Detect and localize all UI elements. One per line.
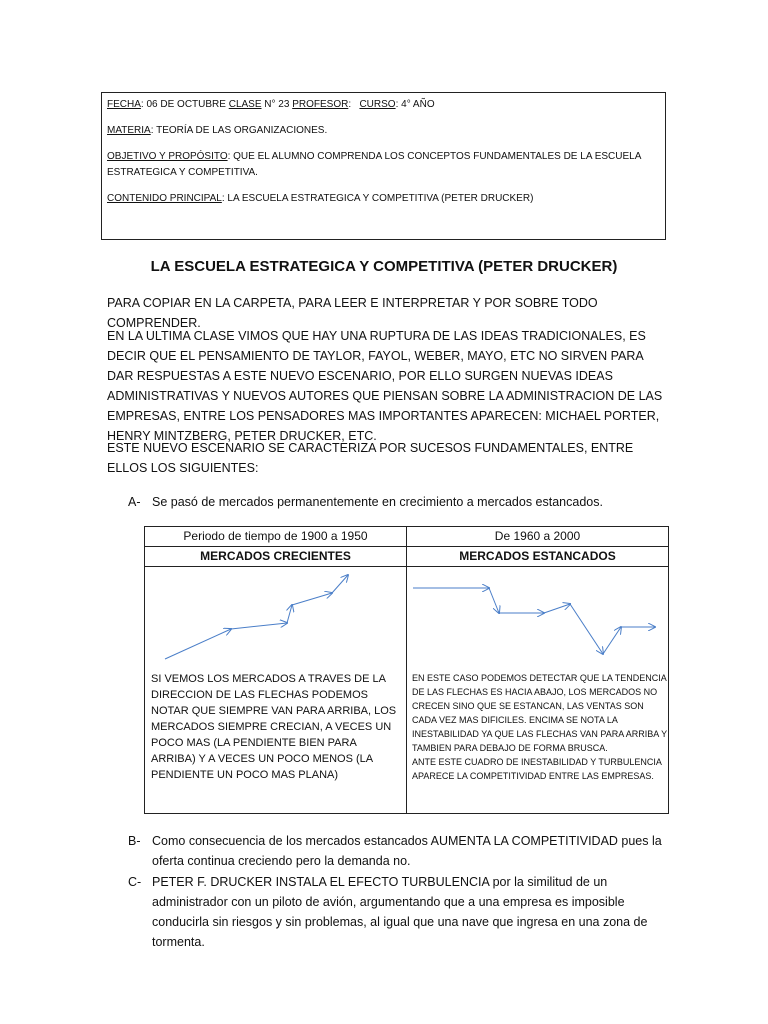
class-info-box bbox=[101, 92, 666, 240]
curso-value: : 4° AÑO bbox=[395, 99, 435, 110]
profesor-label: PROFESOR bbox=[292, 99, 349, 110]
list-marker: A- bbox=[128, 495, 141, 509]
stagnant-markets-cell bbox=[407, 567, 669, 814]
growth-arrow bbox=[332, 575, 348, 593]
contenido-line bbox=[107, 191, 660, 207]
growing-markets-arrows bbox=[145, 567, 407, 677]
growth-arrow bbox=[165, 629, 231, 659]
scenario-paragraph: ESTE NUEVO ESCENARIO SE CARACTERIZA POR SUCESOS FUNDAMENTALES, ENTRE ELLOS LOS SIGUIENTES: bbox=[107, 441, 634, 475]
list-text: Se pasó de mercados permanentemente en crecimiento a mercados estancados. bbox=[152, 495, 603, 509]
list-marker: B- bbox=[128, 834, 141, 848]
growing-markets-description: SI VEMOS LOS MERCADOS A TRAVES DE LA DIRECCION DE LAS FLECHAS PODEMOS NOTAR QUE SIEMPRE VAN PARA ARRIBA, LOS MERCADOS SIEMPRE CRECIAN, A VECES UN POCO MAS (LA PENDIENTE BIEN PARA ARRIBA) Y A VECES UN POCO MENOS (LA PENDIENTE UN POCO MAS PLANA) bbox=[151, 673, 397, 781]
contenido-label: CONTENIDO PRINCIPAL bbox=[107, 193, 222, 204]
period-right: De 1960 a 2000 bbox=[407, 527, 669, 547]
materia-label: MATERIA bbox=[107, 125, 151, 136]
stagnant-description-part-1: EN ESTE CASO PODEMOS DETECTAR QUE LA TENDENCIA DE LAS FLECHAS ES HACIA ABAJO, LOS MERCADOS NO CRECEN SINO QUE SE ESTANCAN, LAS VENTAS SON CADA VEZ MAS DIFICILES. ENCIMA SE NOTA LA INESTABILIDAD YA QUE LAS FLECHAS VAN PARA ARRIBA Y TAMBIEN PARA DEBAJO DE FORMA BRUSCA. bbox=[412, 673, 667, 753]
list-text: Como consecuencia de los mercados estancados AUMENTA LA COMPETITIVIDAD pues la oferta continua creciendo pero la demanda no. bbox=[152, 834, 662, 868]
market-arrow bbox=[603, 627, 621, 654]
growing-markets-cell bbox=[145, 567, 407, 814]
clase-label: CLASE bbox=[228, 99, 262, 110]
period-left: Periodo de tiempo de 1900 a 1950 bbox=[145, 527, 407, 547]
list-text: PETER F. DRUCKER INSTALA EL EFECTO TURBULENCIA por la similitud de un administrador con un piloto de avión, argumentando que a una empresa es imposible conducirla sin riesgos y sin problemas, al igual que una nave que ingresa en una zona de tormenta. bbox=[152, 875, 648, 949]
markets-comparison-table bbox=[144, 526, 669, 814]
materia-value: : TEORÍA DE LAS ORGANIZACIONES. bbox=[150, 125, 328, 136]
date-class-line bbox=[107, 97, 660, 113]
stagnant-markets-description bbox=[412, 671, 667, 783]
page-title: LA ESCUELA ESTRATEGICA Y COMPETITIVA (PETER DRUCKER) bbox=[150, 258, 618, 275]
fecha-label: FECHA bbox=[107, 99, 141, 110]
heading-growing-markets: MERCADOS CRECIENTES bbox=[145, 547, 407, 567]
objetivo-line bbox=[107, 149, 660, 181]
growth-arrow bbox=[287, 605, 292, 623]
growth-arrow bbox=[231, 623, 287, 629]
contenido-value: : LA ESCUELA ESTRATEGICA Y COMPETITIVA (PETER DRUCKER) bbox=[221, 193, 534, 204]
objetivo-value: : QUE EL ALUMNO COMPRENDA LOS CONCEPTOS FUNDAMENTALES DE LA ESCUELA ESTRATEGICA Y COMPETITIVA. bbox=[107, 151, 641, 178]
objetivo-label: OBJETIVO Y PROPÓSITO bbox=[107, 151, 228, 162]
growth-arrow bbox=[292, 593, 332, 605]
fecha-value: : 06 DE OCTUBRE bbox=[140, 99, 226, 110]
market-arrow bbox=[489, 588, 499, 613]
clase-value: N° 23 bbox=[264, 99, 290, 110]
intro-paragraph: PARA COPIAR EN LA CARPETA, PARA LEER E INTERPRETAR Y POR SOBRE TODO COMPRENDER. bbox=[107, 296, 598, 330]
stagnant-description-part-2: ANTE ESTE CUADRO DE INESTABILIDAD Y TURBULENCIA APARECE LA COMPETITIVIDAD ENTRE LAS EMPRESAS. bbox=[412, 757, 662, 781]
curso-label: CURSO bbox=[359, 99, 396, 110]
stagnant-markets-arrows bbox=[407, 567, 669, 677]
list-marker: C- bbox=[128, 875, 142, 889]
context-paragraph: EN LA ULTIMA CLASE VIMOS QUE HAY UNA RUPTURA DE LAS IDEAS TRADICIONALES, ES DECIR QUE EL PENSAMIENTO DE TAYLOR, FAYOL, WEBER, MAYO, ETC NO SIRVEN PARA DAR RESPUESTAS A ESTE NUEVO ESCENARIO, POR ELLO SURGEN NUEVAS IDEAS ADMINISTRATIVAS Y NUEVOS AUTORES QUE PIENSAN SOBRE LA ADMINISTRACION DE LAS EMPRESAS, ENTRE LOS PENSADORES MAS IMPORTANTES APARECEN: MICHAEL PORTER, HENRY MINTZBERG, PETER DRUCKER, ETC. bbox=[107, 329, 663, 443]
market-arrow bbox=[544, 604, 570, 613]
profesor-value: : bbox=[348, 99, 352, 110]
heading-stagnant-markets: MERCADOS ESTANCADOS bbox=[407, 547, 669, 567]
market-arrow bbox=[570, 604, 603, 654]
materia-line bbox=[107, 123, 660, 139]
